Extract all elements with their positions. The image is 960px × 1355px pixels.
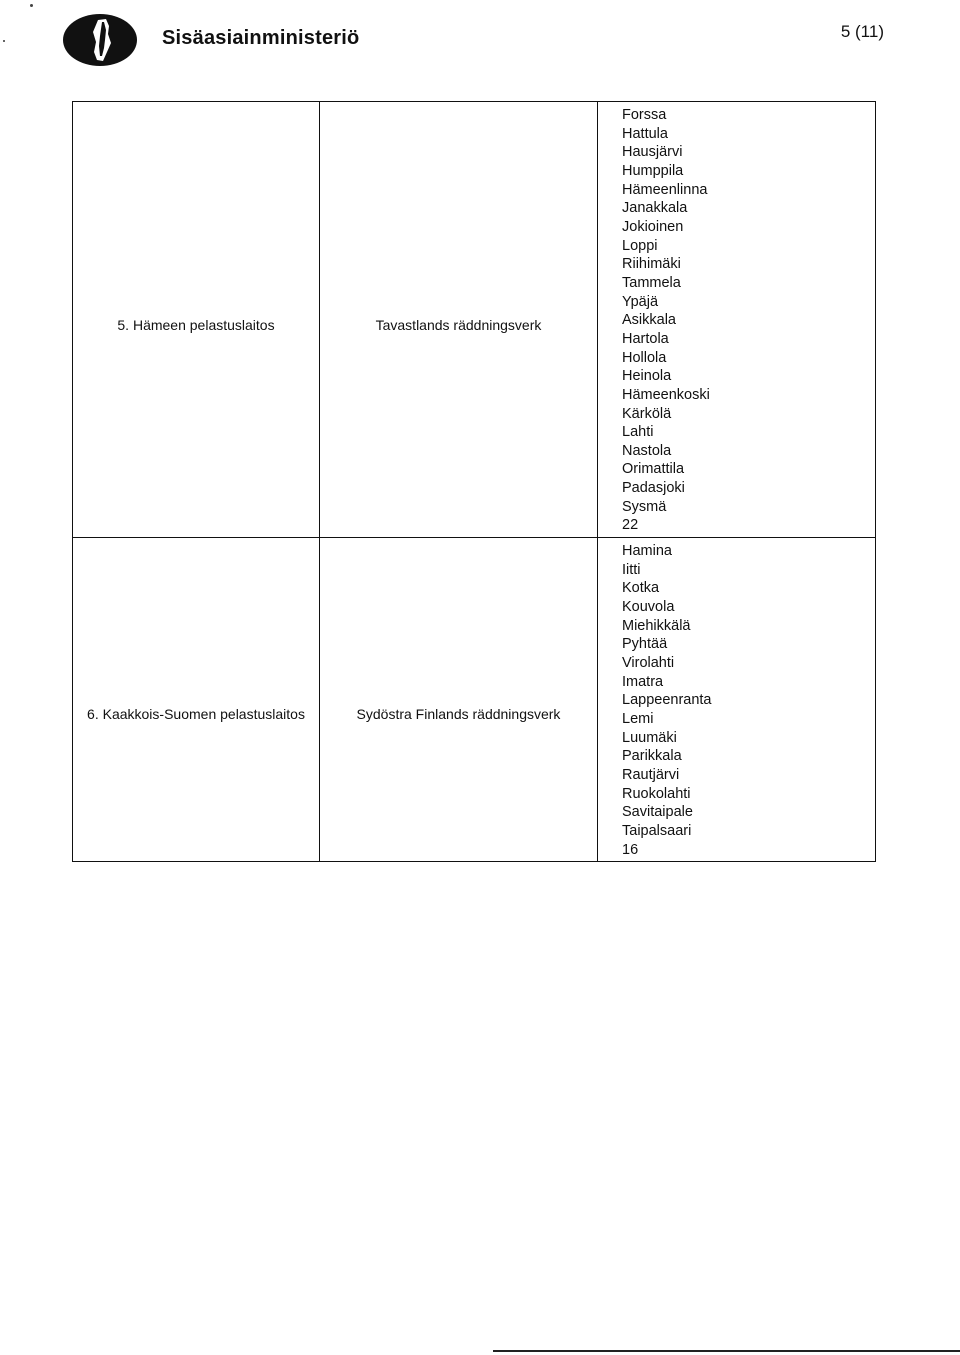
municipality-item: Hattula xyxy=(622,125,668,142)
municipality-item: Lappeenranta xyxy=(622,692,712,709)
municipality-item: Iitti xyxy=(622,561,641,578)
municipality-item: Lemi xyxy=(622,711,654,727)
municipality-item: Savitaipale xyxy=(622,804,693,821)
page-header xyxy=(62,10,892,70)
region-finnish-name-cell xyxy=(73,538,320,862)
municipality-count: 22 xyxy=(622,517,639,534)
municipality-item: Taipalsaari xyxy=(622,822,692,839)
municipality-item: Parikkala xyxy=(622,748,682,765)
municipality-list-cell xyxy=(598,538,876,862)
municipality-item: Janakkala xyxy=(622,200,688,217)
municipality-item: Forssa xyxy=(622,107,667,123)
municipality-item: Padasjoki xyxy=(622,480,685,497)
municipality-item: Riihimäki xyxy=(622,256,681,273)
municipality-item: Kotka xyxy=(622,580,660,597)
ministry-name: Sisäasiainministeriö xyxy=(162,27,360,49)
bottom-rule xyxy=(493,1350,960,1352)
municipality-item: Rautjärvi xyxy=(622,766,680,783)
municipality-item: Lahti xyxy=(622,424,654,441)
region-swedish-name: Sydöstra Finlands räddningsverk xyxy=(356,705,561,722)
municipality-item: Heinola xyxy=(622,368,672,385)
municipality-item: Hollola xyxy=(622,349,667,366)
municipality-item: Hamina xyxy=(622,543,672,560)
region-swedish-name-cell xyxy=(320,538,598,862)
scan-speck xyxy=(30,4,33,7)
rescue-services-table xyxy=(72,101,876,862)
table-row xyxy=(73,538,876,862)
table-row xyxy=(73,102,876,538)
municipality-count: 16 xyxy=(622,841,639,858)
municipality-item: Loppi xyxy=(622,237,658,254)
scan-speck xyxy=(3,40,5,42)
municipality-item: Nastola xyxy=(622,442,672,459)
municipality-item: Luumäki xyxy=(622,729,677,746)
municipality-list xyxy=(622,542,875,841)
municipality-item: Ypäjä xyxy=(622,293,659,310)
municipality-item: Pyhtää xyxy=(622,636,668,653)
municipality-item: Tammela xyxy=(622,274,681,291)
municipality-item: Hämeenkoski xyxy=(622,386,710,403)
municipality-list-cell xyxy=(598,102,876,538)
region-finnish-name: 5. Hämeen pelastuslaitos xyxy=(117,316,275,333)
municipality-item: Hausjärvi xyxy=(622,144,683,161)
region-swedish-name: Tavastlands räddningsverk xyxy=(375,316,542,333)
municipality-list xyxy=(622,106,875,516)
municipality-item: Virolahti xyxy=(622,655,675,672)
region-swedish-name-cell xyxy=(320,102,598,538)
municipality-item: Orimattila xyxy=(622,461,685,478)
page-number: 5 (11) xyxy=(840,22,884,41)
region-finnish-name-cell xyxy=(73,102,320,538)
municipality-item: Imatra xyxy=(622,673,664,690)
region-finnish-name: 6. Kaakkois-Suomen pelastuslaitos xyxy=(87,705,305,722)
municipality-item: Miehikkälä xyxy=(622,617,691,634)
municipality-item: Hartola xyxy=(622,330,669,347)
finland-map-logo-icon xyxy=(62,12,142,68)
municipality-item: Humppila xyxy=(622,162,684,179)
municipality-item: Kärkölä xyxy=(622,405,672,422)
municipality-item: Asikkala xyxy=(622,312,676,329)
municipality-item: Hämeenlinna xyxy=(622,181,708,198)
municipality-item: Sysmä xyxy=(622,498,667,515)
municipality-item: Ruokolahti xyxy=(622,785,691,802)
municipality-item: Kouvola xyxy=(622,599,675,616)
municipality-item: Jokioinen xyxy=(622,218,684,235)
